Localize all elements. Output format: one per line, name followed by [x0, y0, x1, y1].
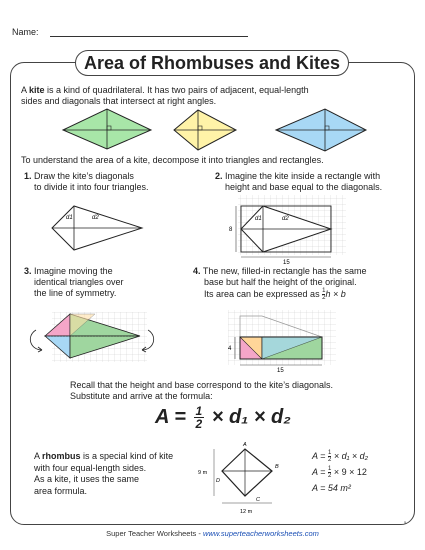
height-label: 8: [229, 227, 233, 233]
vertex-b-label: B: [275, 464, 279, 470]
kite-word: kite: [29, 85, 45, 95]
d2-label: d2: [92, 215, 99, 221]
page-corner-mark: 5: [404, 520, 407, 525]
footer: Super Teacher Worksheets - www.superteacherworksheets.com: [106, 529, 319, 538]
footer-url[interactable]: www.superteacherworksheets.com: [202, 529, 319, 538]
rhombus-text: A rhombus is a special kind of kite with four equal-length sides. As a kite, it uses the same area formula.: [34, 451, 174, 496]
step-4-text: 4. The new, filled-in rectangle has the same base but half the height of the original. Its area can be expressed as $\frac{1}{2}$ h × b: [193, 266, 367, 301]
decompose-text: To understand the area of a kite, decompose it into triangles and rectangles.: [21, 155, 324, 165]
rhombus-word: rhombus: [42, 451, 81, 461]
base15b-label: 15: [277, 368, 284, 374]
step-2-text: 2. Imagine the kite inside a rectangle with height and base equal to the diagonals.: [215, 171, 383, 192]
area-formula: A = $\frac{1}{2}$ × d₁ × d₂: [155, 404, 291, 431]
recall-text: Recall that the height and base correspond to the kite’s diagonals. Substitute and arrive at the formula:: [70, 380, 334, 401]
step-3-text: 3. Imagine moving the identical triangles over the line of symmetry.: [24, 266, 124, 298]
width-12m-label: 12 m: [240, 509, 253, 515]
vertex-c-label: C: [256, 497, 260, 503]
vertex-a-label: A: [243, 442, 247, 448]
step-1-text: 1. Draw the kite’s diagonals to divide it into four triangles.: [24, 171, 149, 192]
d1-label: d1: [66, 215, 73, 221]
solution-line-3: A = 54 m²: [312, 483, 351, 493]
page-title: Area of Rhombuses and Kites: [75, 50, 349, 76]
d1-label-2: d1: [255, 216, 262, 222]
solution-line-2: A = $\frac{1}{2}$ × 9 × 12: [312, 466, 367, 480]
formula-fraction: $\frac{1}{2}$: [195, 404, 203, 431]
height-9m-label: 9 m: [198, 470, 208, 476]
name-label: Name:: [12, 27, 39, 37]
d2-label-2: d2: [282, 216, 289, 222]
solution-line-1: A = $\frac{1}{2}$ × d₁ × d₂: [312, 450, 369, 464]
height4-label: 4: [228, 346, 232, 352]
base-label: 15: [283, 260, 290, 266]
vertex-d-label: D: [216, 478, 220, 484]
step-4-fraction: $\frac{1}{2}$: [322, 288, 326, 301]
solution-steps: [312, 448, 412, 496]
intro-text: A kite is a kind of quadrilateral. It has two pairs of adjacent, equal-length sides and diagonals that intersect at right angles.: [21, 85, 309, 106]
